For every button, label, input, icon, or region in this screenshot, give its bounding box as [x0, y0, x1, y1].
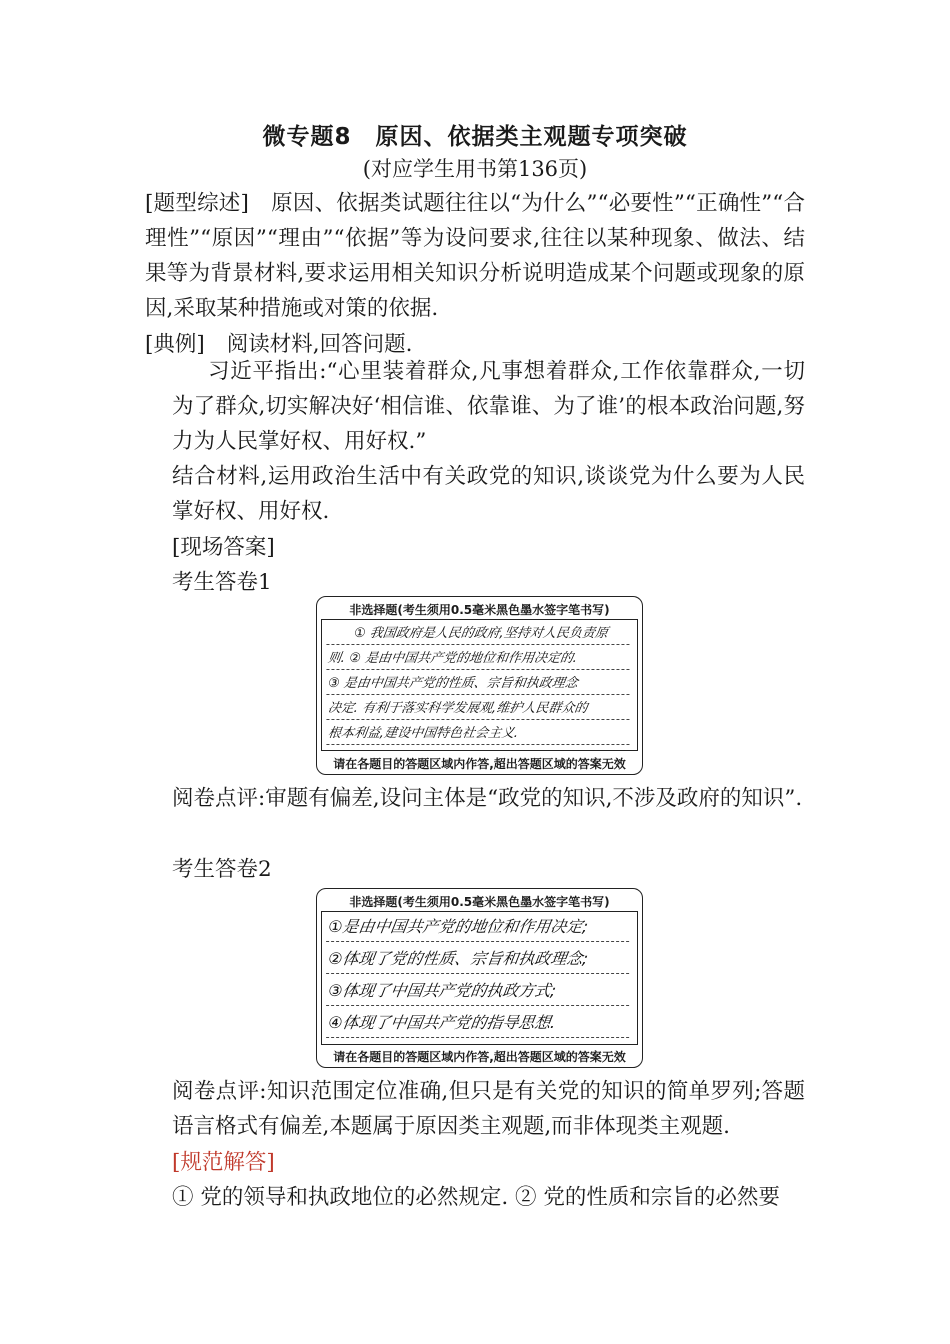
sheet1-footer: 请在各题目的答题区域内作答,超出答题区域的答案无效 — [333, 757, 626, 771]
sheet2-review: 阅卷点评:知识范围定位准确,但只是有关党的知识的简单罗列;答题语言格式有偏差,本题属于原因类主观题,而非体现类主观题. — [172, 1079, 805, 1139]
standard-answer-label: [规范解答] — [172, 1150, 275, 1175]
sheet1-line: ① 我国政府是人民的政府,坚持对人民负责原 — [326, 622, 632, 645]
sheet2-writing-area — [321, 911, 638, 1045]
sheet2-line: ②体现了党的性质、宗旨和执政理念; — [326, 946, 633, 974]
sheet2-label: 考生答卷2 — [172, 857, 272, 882]
page-title: 微专题8 原因、依据类主观题专项突破 — [262, 124, 688, 150]
sheet1-writing-area — [321, 619, 638, 751]
sheet1-label: 考生答卷1 — [172, 570, 272, 595]
live-answer-label: [现场答案] — [172, 535, 275, 560]
example-intro: 阅读材料,回答问题. — [226, 332, 413, 357]
sheet1-header: 非选择题(考生须用0.5毫米黑色墨水签字笔书写) — [349, 603, 610, 617]
sheet1-line: ③ 是由中国共产党的性质、宗旨和执政理念 — [326, 672, 632, 695]
answer-sheet-1 — [316, 596, 643, 775]
overview-label: [题型综述] — [145, 191, 249, 216]
sheet2-line: ④体现了中国共产党的指导思想. — [326, 1010, 633, 1038]
sheet2-line: ①是由中国共产党的地位和作用决定; — [326, 914, 633, 942]
answer-sheet-2 — [316, 888, 643, 1068]
sheet2-header: 非选择题(考生须用0.5毫米黑色墨水签字笔书写) — [349, 895, 610, 909]
sheet2-footer: 请在各题目的答题区域内作答,超出答题区域的答案无效 — [333, 1050, 626, 1064]
sheet2-line: ③体现了中国共产党的执政方式; — [326, 978, 633, 1006]
sheet1-line: 决定. 有利于落实科学发展观,维护人民群众的 — [326, 697, 632, 720]
example-quote: 习近平指出:“心里装着群众,凡事想着群众,工作依靠群众,一切为了群众,切实解决好‘相信谁、依靠谁、为了谁’的根本政治问题,努力为人民掌好权、用好权.” — [172, 359, 805, 454]
standard-answer-text: ① 党的领导和执政地位的必然规定. ② 党的性质和宗旨的必然要 — [172, 1185, 780, 1210]
sheet1-line: 根本利益,建设中国特色社会主义. — [326, 722, 632, 745]
example-question: 结合材料,运用政治生活中有关政党的知识,谈谈党为什么要为人民掌好权、用好权. — [172, 464, 805, 524]
sheet1-review: 阅卷点评:审题有偏差,设问主体是“政党的知识,不涉及政府的知识”. — [172, 786, 803, 811]
example-label: [典例] — [145, 332, 205, 357]
page-subtitle: (对应学生用书第136页) — [362, 157, 588, 181]
overview-text: 原因、依据类试题往往以“为什么”“必要性”“正确性”“合理性”“原因”“理由”“依据”等为设问要求,往往以某种现象、做法、结果等为背景材料,要求运用相关知识分析说明造成某个问题或现象的原因,采取某种措施或对策的依据. — [145, 191, 805, 321]
sheet1-line: 则. ② 是由中国共产党的地位和作用决定的. — [326, 647, 632, 670]
overview-paragraph — [145, 186, 805, 326]
